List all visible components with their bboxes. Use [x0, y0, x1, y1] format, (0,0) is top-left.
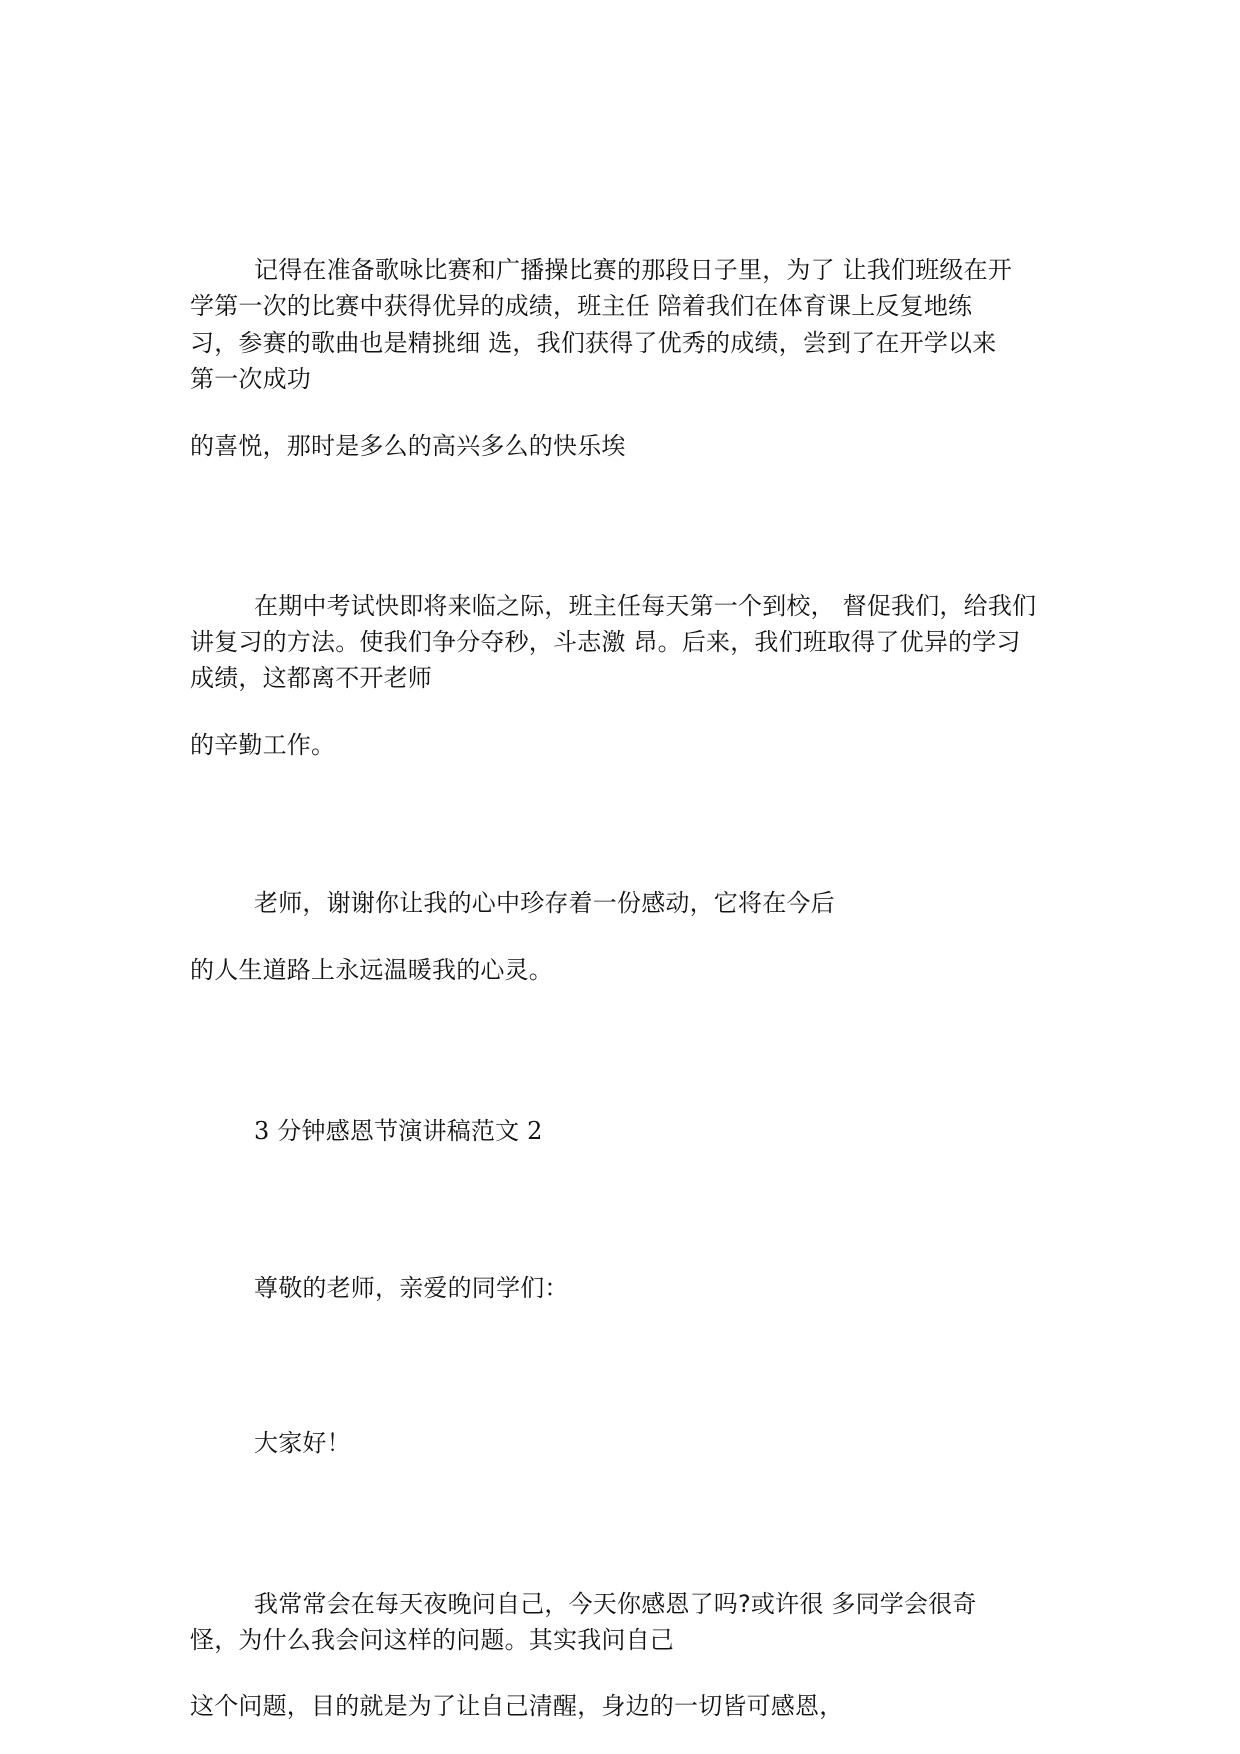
paragraph-2-line-1: 在期中考试快即将来临之际，班主任每天第一个到校， 督促我们，给我们: [254, 592, 1037, 620]
paragraph-1-line-4: 第一次成功: [190, 365, 311, 393]
paragraph-3-line-1: 老师，谢谢你让我的心中珍存着一份感动，它将在今后: [254, 889, 835, 917]
paragraph-4-line-3: 这个问题，目的就是为了让自己清醒，身边的一切皆可感恩，: [190, 1692, 844, 1720]
paragraph-1-line-2: 学第一次的比赛中获得优异的成绩，班主任 陪着我们在体育课上反复地练: [190, 292, 973, 320]
paragraph-1-line-5: 的喜悦，那时是多么的高兴多么的快乐埃: [190, 432, 626, 460]
greeting: 大家好！: [254, 1429, 351, 1457]
paragraph-4-line-2: 怪，为什么我会问这样的问题。其实我问自己: [190, 1626, 674, 1654]
paragraph-3-line-2: 的人生道路上永远温暖我的心灵。: [190, 956, 553, 984]
paragraph-2-line-3: 成绩，这都离不开老师: [190, 664, 432, 692]
paragraph-4-line-1: 我常常会在每天夜晚问自己，今天你感恩了吗?或许很 多同学会很奇: [254, 1590, 977, 1618]
paragraph-2-line-4: 的辛勤工作。: [190, 731, 336, 759]
paragraph-2-line-2: 讲复习的方法。使我们争分夺秒，斗志激 昂。后来，我们班取得了优异的学习: [190, 628, 1021, 656]
paragraph-1-line-1: 记得在准备歌咏比赛和广播操比赛的那段日子里，为了 让我们班级在开: [254, 256, 1013, 284]
paragraph-1-line-3: 习，参赛的歌曲也是精挑细 选，我们获得了优秀的成绩，尝到了在开学以来: [190, 329, 997, 357]
section-heading: 3 分钟感恩节演讲稿范文 2: [254, 1117, 543, 1145]
salutation: 尊敬的老师，亲爱的同学们：: [254, 1274, 569, 1302]
